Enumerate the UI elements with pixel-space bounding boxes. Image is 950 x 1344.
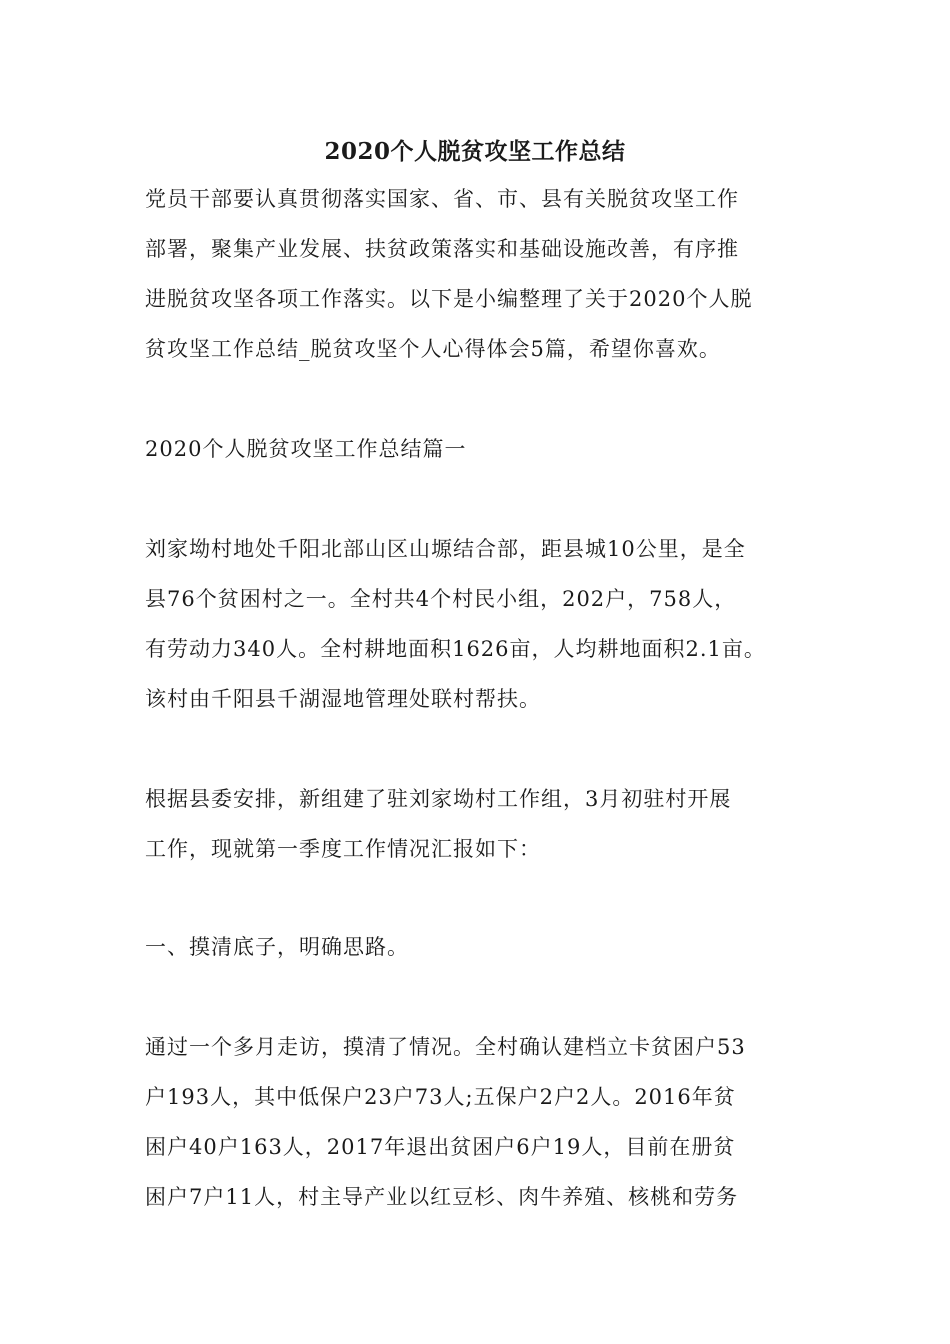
text-line: 刘家坳村地处千阳北部山区山塬结合部，距县城10公里，是全 (145, 537, 746, 561)
text-line: 部署，聚集产业发展、扶贫政策落实和基础设施改善，有序推 (145, 237, 739, 261)
survey-paragraph (145, 1022, 835, 1222)
text-line: 贫攻坚工作总结_脱贫攻坚个人心得体会5篇，希望你喜欢。 (145, 337, 721, 361)
section-heading: 2020个人脱贫攻坚工作总结篇一 (145, 437, 467, 461)
text-line: 县76个贫困村之一。全村共4个村民小组，202户，758人， (145, 587, 737, 611)
text-line: 工作，现就第一季度工作情况汇报如下： (145, 837, 541, 861)
text-line: 党员干部要认真贯彻落实国家、省、市、县有关脱贫攻坚工作 (145, 187, 739, 211)
subheading-paragraph (145, 922, 835, 972)
text-line: 该村由千阳县千湖湿地管理处联村帮扶。 (145, 687, 541, 711)
arrangement-paragraph (145, 774, 835, 874)
text-line: 进脱贫攻坚各项工作落实。以下是小编整理了关于2020个人脱 (145, 287, 753, 311)
subheading: 一、摸清底子，明确思路。 (145, 935, 409, 959)
text-line: 困户40户163人，2017年退出贫困户6户19人，目前在册贫 (145, 1135, 736, 1159)
village-overview-paragraph (145, 524, 835, 724)
text-line: 户193人，其中低保户23户73人;五保户2户2人。2016年贫 (145, 1085, 736, 1109)
section-heading-paragraph (145, 424, 835, 474)
text-line: 困户7户11人，村主导产业以红豆杉、肉牛养殖、核桃和劳务 (145, 1185, 739, 1209)
document-title: 2020个人脱贫攻坚工作总结 (324, 138, 626, 165)
text-line: 通过一个多月走访，摸清了情况。全村确认建档立卡贫困户53 (145, 1035, 746, 1059)
intro-paragraph (145, 174, 835, 374)
text-line: 根据县委安排，新组建了驻刘家坳村工作组，3月初驻村开展 (145, 787, 732, 811)
text-line: 有劳动力340人。全村耕地面积1626亩，人均耕地面积2.1亩。 (145, 637, 766, 661)
